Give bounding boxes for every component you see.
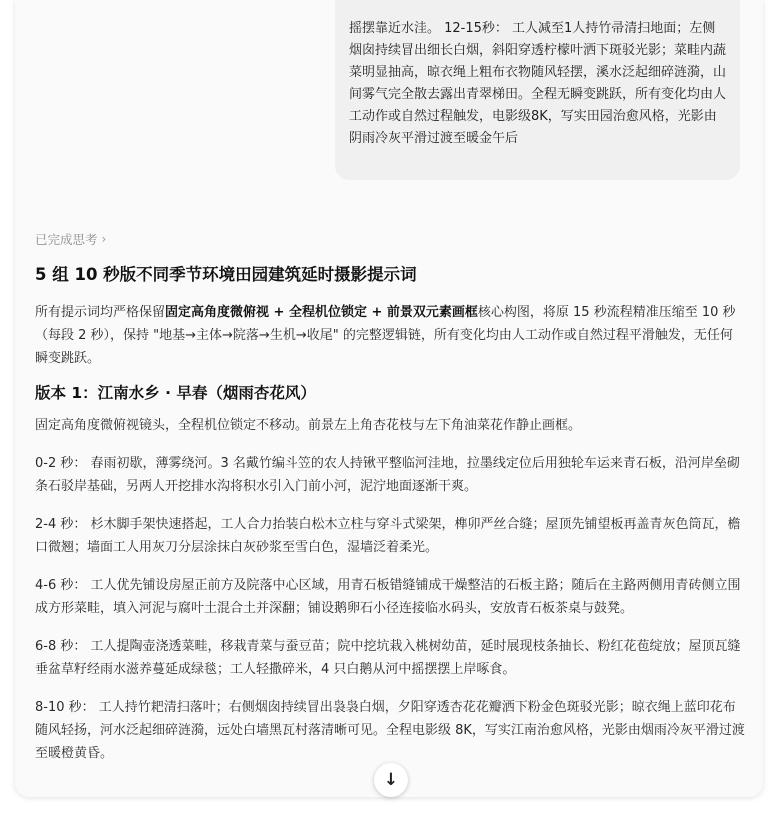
chat-panel [15,0,763,797]
segment-2-4: 2-4 秒： 杉木脚手架快速搭起，工人合力抬装白松木立柱与穿斗式梁架，榫卯严丝合缝；屋顶先铺望板再盖青灰色筒瓦，檐口微翘；墙面工人用灰刀分层涂抹白灰砂浆至雪白色，湿墙泛着柔光。 [35,517,741,555]
intro-text-end: 核心构图，将原 15 秒流程精准压缩至 10 秒（每段 2 秒），保持 "地基→主体→院落→生机→收尾" 的完整逻辑链，所有变化均由人工动作或自然过程平滑触发，无任何瞬变跳跃。 [35,305,736,366]
scroll-to-bottom-button[interactable] [374,763,408,797]
intro-bold-text: 固定高角度微俯视 + 全程机位锁定 + 前景双元素画框 [165,305,478,320]
segment-0-2: 0-2 秒： 春雨初歇，薄雾绕河。3 名戴竹编斗笠的农人持锹平整临河洼地，拉墨线定位后用独轮车运来青石板，沿河岸垒砌条石驳岸基础，另两人开挖排水沟将积水引入门前小河，泥泞地面逐渐干爽。 [35,456,740,494]
intro-text-start: 所有提示词均严格保留 [35,305,166,320]
answer-title: 5 组 10 秒版不同季节环境田园建筑延时摄影提示词 [35,265,417,284]
user-message-bubble [335,0,740,180]
version-1-heading: 版本 1：江南水乡 · 早春（烟雨杏花风） [35,384,316,402]
thinking-label: 已完成思考 [35,232,98,247]
chevron-right-icon: › [101,232,107,246]
thinking-toggle[interactable] [35,230,106,248]
answer-intro [35,301,745,370]
segment-6-8: 6-8 秒： 工人提陶壶浇透菜畦，移栽青菜与蚕豆苗；院中挖坑栽入桃树幼苗，延时展现枝条抽长、粉红花苞绽放；屋顶瓦缝垂盆草籽经雨水滋养蔓延成绿毯；工人轻撒碎米，4 只白鹅从河中摇摆摆上岸啄食。 [35,639,741,677]
assistant-answer [35,262,745,765]
segment-4-6: 4-6 秒： 工人优先铺设房屋正前方及院落中心区域，用青石板错缝铺成干燥整洁的石板主路；随后在主路两侧用青砖侧立围成方形菜畦，填入河泥与腐叶土混合土并深翻；铺设鹅卵石小径连接临水码头，安放青石板茶桌与鼓凳。 [35,578,741,616]
segment-8-10: 8-10 秒： 工人持竹耙清扫落叶；右侧烟囱持续冒出袅袅白烟，夕阳穿透杏花花瓣洒下粉金色斑驳光影；晾衣绳上蓝印花布随风轻扬，河水泛起细碎涟漪，远处白墙黑瓦村落清晰可见。全程电影级 8K，写实江南治愈风格，光影由烟雨冷灰平滑过渡至暖橙黄昏。 [35,700,745,761]
version-1-frame: 固定高角度微俯视镜头，全程机位锁定不移动。前景左上角杏花枝与左下角油菜花作静止画框。 [35,418,582,433]
user-message-text: 摇摆靠近水洼。 12-15秒： 工人减至1人持竹帚清扫地面；左侧烟囱持续冒出细长白烟，斜阳穿透柠檬叶洒下斑驳光影；菜畦内蔬菜明显抽高，晾衣绳上粗布衣物随风轻摆，溪水泛起细碎涟漪，山间雾气完全散去露出青翠梯田。全程无瞬变跳跃，所有变化均由人工动作或自然过程触发，电影级8K，写实田园治愈风格，光影由阴雨冷灰平滑过渡至暖金午后 [349,21,727,146]
arrow-down-icon: ↓ [383,770,399,790]
